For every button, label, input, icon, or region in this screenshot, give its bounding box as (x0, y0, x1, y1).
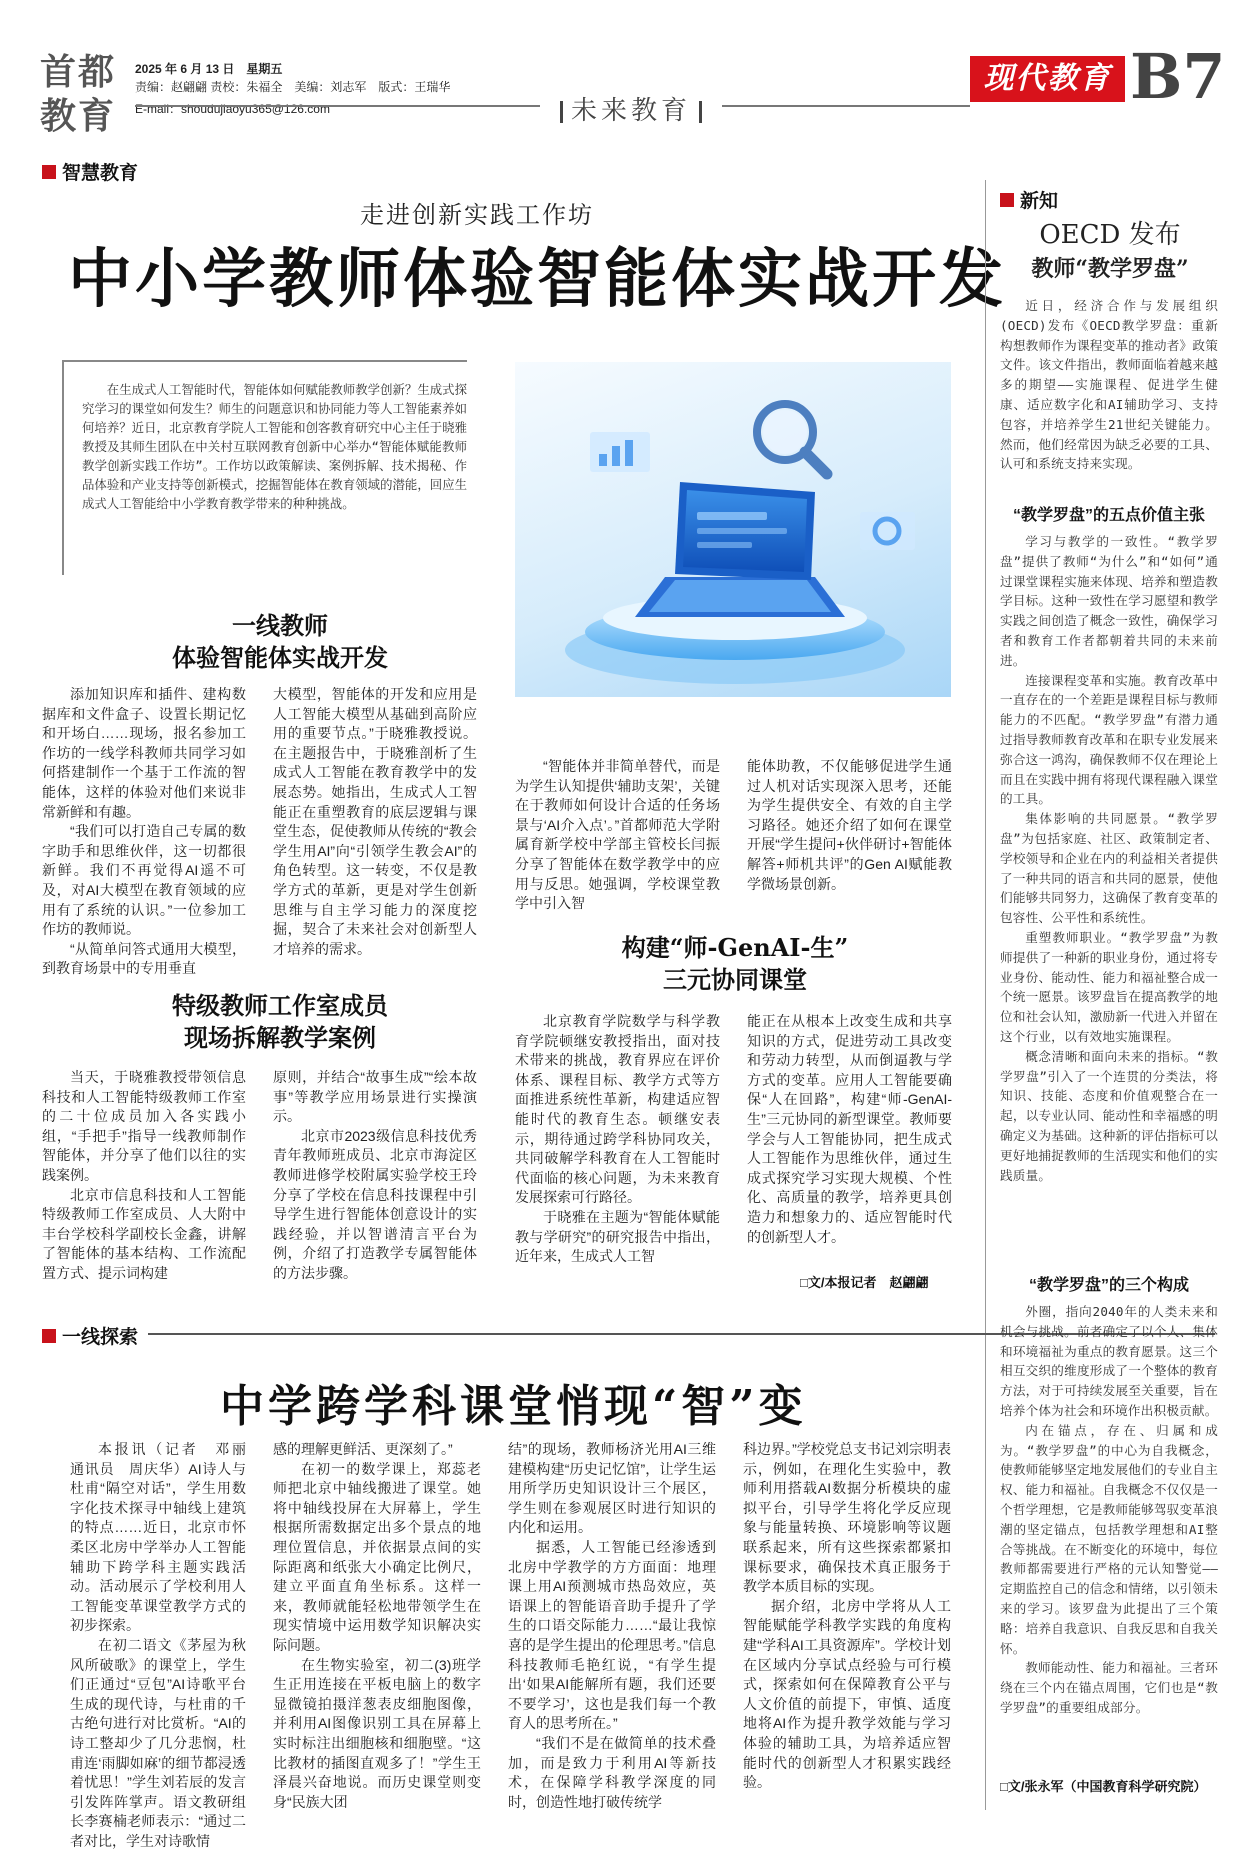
column-name (40, 50, 126, 138)
lead-box (62, 360, 467, 575)
page-number: B7 (1130, 40, 1226, 113)
sidebar-byline: □文/张永军（中国教育科学研究院） (1000, 1779, 1207, 1794)
section-title-2: 特级教师工作室成员 现场拆解教学案例 (172, 991, 388, 1052)
staff-line: 责编：赵翩翩 责校：朱福全 美编：刘志军 版式：王瑞华 (135, 80, 451, 94)
section4-col2: 能正在从根本上改变生成和共享知识的方式，促进劳动工具改变和劳动力转型，从而倒逼教与学方式的变革。应用人工智能要确保“人在回路”，构建“师-GenAI-生”三元协同的新型课堂。教师要学会与人工智能协同，把生成式人工智能作为思维伙伴，通过生成式探究学习实现大规模、个性化、高质量的教学，培养更具创造力和想象力的、适应智能时代的创新型人才。 (747, 1013, 952, 1245)
section-title-1: 一线教师 体验智能体实战开发 (172, 611, 388, 672)
section2-col2: 原则，并结合“故事生成”“绘本故事”等教学应用场景进行实操演示。 北京市2023级信息科技优秀青年教师班成员、北京市海淀区教师进修学校附属实验学校王玲分享了学校在信息科技课程中引导学生进行智能体创意设计的实践经验，并以智谱清言平台为例，介绍了打造教学专属智能体的方法步骤。 (273, 1069, 477, 1281)
column-name-line2: 教育 (40, 95, 117, 137)
sidebar-subhead-2: “教学罗盘”的三个构成 (1028, 1277, 1189, 1294)
hero-illustration (515, 362, 951, 697)
bottom-col4: 科边界。”学校党总支书记刘宗明表示，例如，在理化生实验中，教师利用搭载AI数据分析模块的虚拟平台，引导学生将化学反应现象与能量转换、环境影响等议题联系起来，所有这些探索都紧扣课标要求，确保技术真正服务于教学本质目标的实现。 据介绍，北房中学将从人工智能赋能学科教学实践的角度构建“学科AI工具资源库”。学校计划在区域内分享试点经验与可行模式，探索如何在保障教育公平与人文价值的前提下，审慎、适度地将AI作为提升教学效能与学习体验的辅助工具，为培养适应智能时代的创新型人才积累实践经验。 (743, 1441, 951, 1791)
bottom-col2: 感的理解更鲜活、更深刻了。” 在初一的数学课上，郑蕊老师把北京中轴线搬进了课堂。她将中轴线投屏在大屏幕上，学生根据所需数据定出多个景点的地理位置信息，并依据景点间的实际距离和纸张大小确定比例尺，建立平面直角坐标系。这样一来，教师就能轻松地带领学生在现实情境中运用数学知识解决实际问题。 在生物实验室，初二(3)班学生正用连接在平板电脑上的数字显微镜拍摄洋葱表皮细胞图像，并利用AI图像识别工具在屏幕上实时标注出细胞核和细胞壁。“这比教材的插图直观多了！”学生王泽晨兴奋地说。而历史课堂则变身“民族大团 (273, 1441, 481, 1810)
main-section-tag: 智慧教育 (42, 158, 138, 185)
email-line: E-mail：shoudujiaoyu365@126.com (135, 102, 330, 116)
laptop-illustration (515, 362, 951, 697)
sidebar-body-2: 外圈，指向2040年的人类未来和机会与挑战。前者确定了以个人、集体和环境福祉为重点的教育愿景。这三个相互交织的维度形成了一个整体的教育方法，对于可持续发展至关重要，旨在培养个体为社会和环境作出积极贡献。 内在锚点，存在、归属和成为。“教学罗盘”的中心为自我概念，使教师能够坚定地发展他们的专业自主权、能力和福祉。自我概念不仅仅是一个哲学理想，它是教师能够驾驭变革浪潮的坚定锚点，包括教学理想和AI整合等挑战。在不断变化的环境中，每位教师都需要进行严格的元认知警觉——定期监控自己的信念和情绪，以引领未来的学习。该罗盘为此提出了三个策略：培养自我意识、自我反思和自我关怀。 教师能动性、能力和福祉。三者环绕在三个内在锚点周围，它们也是“教学罗盘”的重要组成部分。 (1000, 1304, 1218, 1715)
red-square-icon (1000, 193, 1014, 207)
sidebar-intro: 近日，经济合作与发展组织(OECD)发布《OECD教学罗盘：重新构想教师作为课程变革的推动者》政策文件。该文件指出，教师面临着越来越多的期望——实施课程、促进学生健康、适应数字化和AI辅助学习、支持包容，并培养学生21世纪关键能力。然而，他们经常因为缺乏必要的工具、认可和系统支持来实现。 (1000, 298, 1218, 472)
section3-col1: “智能体并非简单替代，而是为学生认知提供‘辅助支架’，关键在于教师如何设计合适的任务场景与‘AI介入点’。”首都师范大学附属育新学校中学部主管校长闫振分享了智能体在数学教学中的应用与反思。她强调，学校课堂教学中引入智 (515, 758, 720, 912)
sidebar-subhead-1: “教学罗盘”的五点价值主张 (1012, 507, 1205, 524)
section-title-4: 构建“师-GenAI-生” 三元协同课堂 (621, 933, 849, 994)
bottom-section-tag: 一线探索 (42, 1322, 148, 1349)
section-tag: 未来教育 (540, 90, 722, 127)
section2-col1: 当天，于晓雅教授带领信息科技和人工智能特级教师工作室的二十位成员加入各实践小组，“手把手”指导一线教师制作智能体，并分享了他们以往的实践案例。 北京市信息科技和人工智能特级教师工作室成员、人大附中丰台学校科学副校长金鑫，讲解了智能体的基本结构、工作流配置方式、提示词构建 (42, 1069, 246, 1281)
date-line: 2025 年 6 月 13 日 星期五 (135, 62, 283, 76)
lead-text: 在生成式人工智能时代，智能体如何赋能教师教学创新？生成式探究学习的课堂如何发生？师生的问题意识和协同能力等人工智能素养如何培养？近日，北京教育学院人工智能和创客教育研究中心主任于晓雅教授及其师生团队在中关村互联网教育创新中心举办“智能体赋能教师教学创新实践工作坊”。工作坊以政策解读、案例拆解、技术揭秘、作品体验和产业支持等创新模式，挖掘智能体在教育领域的潜能，回应生成式人工智能给中小学教育教学带来的种种挑战。 (82, 382, 467, 511)
sidebar-title: OECD 发布 教师“教学罗盘” (1031, 220, 1189, 282)
masthead-meta (135, 60, 450, 118)
section4-col1: 北京教育学院数学与科学教育学院顿继安教授指出，面对技术带来的挑战，教育界应在评价体系、课程目标、教学方式等方面推进系统性革新，构建适应智能时代的教育生态。顿继安表示，期待通过跨学科协同攻关，共同破解学科教育在人工智能时代面临的核心问题，为未来教育发展探索可行路径。 于晓雅在主题为“智能体赋能教与学研究”的研究报告中指出，近年来，生成式人工智 (515, 1013, 720, 1265)
main-byline: □文/本报记者 赵翩翩 (800, 1275, 929, 1290)
bottom-headline: 中学跨学科课堂悄现“智”变 (220, 1381, 807, 1432)
sidebar-section-tag: 新知 (1000, 186, 1058, 213)
red-square-icon (42, 1329, 56, 1343)
red-square-icon (42, 165, 56, 179)
section3-col2: 能体助教，不仅能够促进学生通过人机对话实现深入思考，还能为学生提供安全、有效的自主学习路径。她还介绍了如何在课堂开展“学生提问+伙伴研讨+智能体解答+师机共评”的Gen AI赋能教学微场景创新。 (747, 758, 952, 892)
section1-col1: 添加知识库和插件、建构数据库和文件盒子、设置长期记忆和开场白……现场，报名参加工作坊的一线学科教师共同学习如何搭建制作一个基于工作流的智能体，这样的体验对他们来说非常新鲜和有趣。 “我们可以打造自己专属的数字助手和思维伙伴，这一切都很新鲜。我们不再觉得AI遥不可及，对AI大模型在教育领域的应用有了系统的认识。”一位参加工作坊的教师说。 “从简单问答式通用大模型，到教育场景中的专用垂直 (42, 686, 246, 977)
bottom-col1: 本报讯（记者 邓丽 通讯员 周庆华）AI诗人与杜甫“隔空对话”，学生用数字化技术探寻中轴线上建筑的特点……近日，北京市怀柔区北房中学举办人工智能辅助下跨学科主题实践活动。活动展示了学校利用人工智能变革课堂教学方式的初步探索。 在初二语文《茅屋为秋风所破歌》的课堂上，学生们正通过“豆包”AI诗歌平台生成的现代诗，与杜甫的千古绝句进行对比赏析。“AI的诗工整却少了几分悲悯，杜甫连‘雨脚如麻’的细节都浸透着忧思！”学生刘若辰的发言引发阵阵掌声。语文教研组长李赛楠老师表示：“通过二者对比，学生对诗歌情 (70, 1441, 260, 1849)
main-headline: 中小学教师体验智能体实战开发 (68, 242, 1006, 317)
main-subhead: 走进创新实践工作坊 (360, 202, 594, 229)
column-divider (985, 180, 986, 1810)
magnifier-icon (757, 404, 827, 474)
section1-col2: 大模型，智能体的开发和应用是人工智能大模型从基础到高阶应用的重要节点。”于晓雅教授说。在主题报告中，于晓雅剖析了生成式人工智能在教育教学中的发展态势。她指出，生成式人工智能正在重塑教育的底层逻辑与课堂生态，促使教师从传统的“教会学生用AI”向“引领学生教会AI”的角色转型。这一转变，不仅是教学方式的革新，更是对学生创新思维与自主学习能力的深度挖掘，契合了未来社会对创新型人才培养的需求。 (273, 686, 477, 957)
sidebar-body-1: 学习与教学的一致性。“教学罗盘”提供了教师“为什么”和“如何”通过课堂课程实施来体现、培养和塑造教学目标。这种一致性在学习愿望和教学实践之间创造了概念一致性，确保学习者和教育工作者都朝着共同的未来前进。 连接课程变革和实施。教育改革中一直存在的一个差距是课程目标与教师能力的不匹配。“教学罗盘”有潜力通过指导教师教育改革和在职专业发展来弥合这一鸿沟，确保教师不仅在理论上而且在实践中拥有将现代课程融入课堂的工具。 集体影响的共同愿景。“教学罗盘”为包括家庭、社区、政策制定者、学校领导和企业在内的利益相关者提供了一种共同的语言和共同的愿景，使他们能够共同努力，这确保了教育变革的包容性、公平性和系统性。 重塑教师职业。“教学罗盘”为教师提供了一种新的职业身份，通过将专业身份、能动性、能力和福祉整合成一个统一愿景。该罗盘旨在提高教学的地位和社会认知，激励新一代进入并留在这个行业，以有效地实施课程。 概念清晰和面向未来的指标。“教学罗盘”引入了一个连贯的分类法，将知识、技能、态度和价值观整合在一起，以专业认同、能动性和幸福感的明确定义为基础。这种新的评估指标可以更好地捕捉教师的生活现实和他们的实践质量。 (1000, 534, 1218, 1183)
column-name-line1: 首都 (40, 51, 117, 93)
bottom-col3: 结”的现场，教师杨济光用AI三维建模构建“历史记忆馆”，让学生运用所学历史知识设计三个展区，学生则在参观展区时进行知识的内化和运用。 据悉，人工智能已经渗透到北房中学教学的方方面面：地理课上用AI预测城市热岛效应，英语课上的智能语音助手提升了学生的口语交际能力……“最让我惊喜的是学生提出的伦理思考。”信息科技教师毛艳红说，“有学生提出‘如果AI能解所有题，我们还要不要学习’，这也是我们每一个教育人的思考所在。” “我们不是在做简单的技术叠加，而是致力于利用AI等新技术，在保障学科教学深度的同时，创造性地打破传统学 (508, 1441, 716, 1810)
newspaper-logo: 现代教育报 (970, 56, 1125, 102)
